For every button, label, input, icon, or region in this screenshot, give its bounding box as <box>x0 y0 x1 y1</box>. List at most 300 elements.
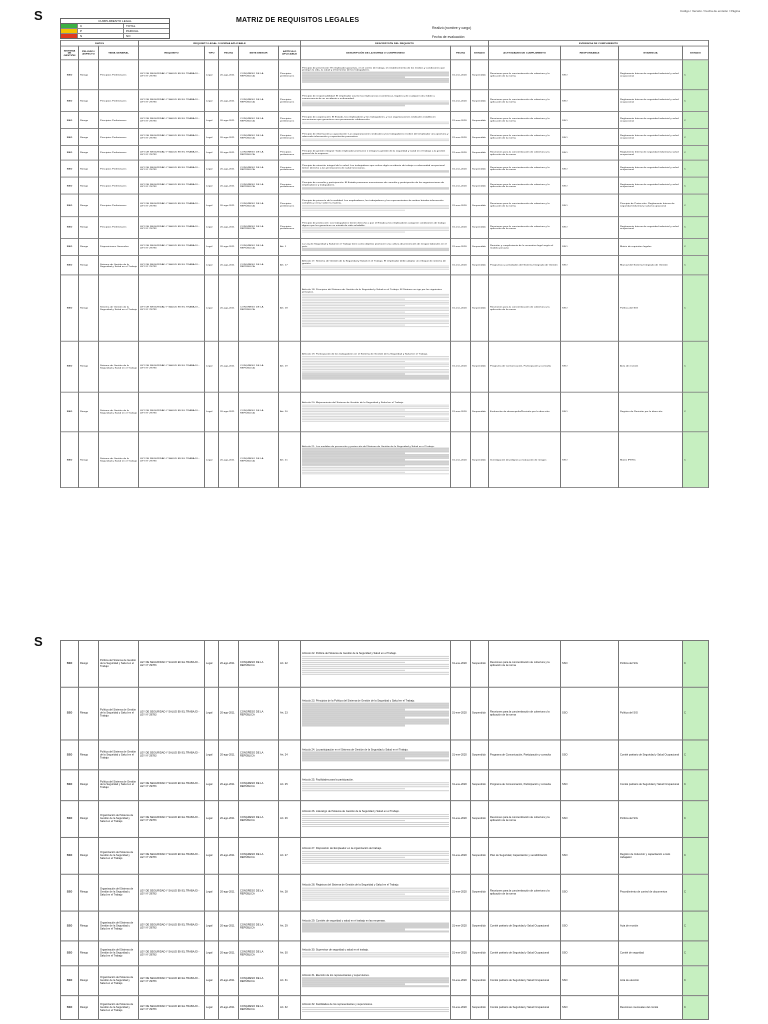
cell-activity: Reuniones para la concientización de cobertura y la aplicación de la norma <box>489 800 561 837</box>
column-header-row <box>61 46 709 60</box>
cell-issuer: CONGRESO DE LA REPÚBLICA <box>239 341 279 392</box>
cell-hazard: Riesgo <box>79 146 99 160</box>
text-line <box>302 250 449 251</box>
cell-resp: SSO <box>561 874 619 911</box>
cell-issuer: CONGRESO DE LA REPÚBLICA <box>239 640 279 686</box>
table-row <box>61 996 709 1020</box>
cell-date: 20-ago-2011 <box>219 239 239 256</box>
cell-status: Suspendido <box>471 129 489 146</box>
legend-swatch <box>61 24 77 28</box>
cell-theme: Política del Sistema de Gestión de la Seguridad y Salud en el Trabajo <box>99 770 139 800</box>
section-header: DESCRIPCIÓN DEL REQUISITO <box>301 40 489 46</box>
cell-desc <box>301 255 451 275</box>
cell-art: Art. 18 <box>279 275 301 341</box>
cell-fdate: 31-ene-2020 <box>451 112 471 129</box>
cell-art: Principios preliminares <box>279 60 301 90</box>
cell-resp: SSO <box>561 800 619 837</box>
cell-status: Suspendido <box>471 911 489 941</box>
table-row <box>61 146 709 160</box>
cell-state: C <box>683 965 709 995</box>
text-line <box>302 269 449 270</box>
cell-desc <box>301 239 451 256</box>
cell-resp: SSO <box>561 770 619 800</box>
legend-label: NO <box>123 34 169 38</box>
cell-art: Principios preliminares <box>279 146 301 160</box>
cell-state: C <box>683 392 709 432</box>
cell-activity: Evaluación de desempeño/Revisión por la dirección <box>489 392 561 432</box>
cell-evid: Comité paritario de Seguridad y Salud Ocupacional <box>619 740 683 770</box>
cell-issuer: CONGRESO DE LA REPÚBLICA <box>239 965 279 995</box>
cell-state: C <box>683 90 709 112</box>
cell-state: C <box>683 341 709 392</box>
table-row <box>61 640 709 686</box>
legend-label: TOTAL <box>123 24 169 28</box>
cell-desc <box>301 770 451 800</box>
cell-type: Legal <box>205 160 219 177</box>
cell-status: Suspendido <box>471 687 489 740</box>
cell-art: Art. 28 <box>279 874 301 911</box>
cell-hazard: Riesgo <box>79 965 99 995</box>
cell-hazard: Riesgo <box>79 341 99 392</box>
column-header: FECHA <box>219 46 239 60</box>
cell-type: Legal <box>205 687 219 740</box>
cell-evid: Reglamento Interno de seguridad industrial y salud ocupacional <box>619 146 683 160</box>
cell-date: 20-ago-2011 <box>219 874 239 911</box>
cell-fdate: 31-ene-2020 <box>451 160 471 177</box>
cell-state: C <box>683 216 709 238</box>
table-row <box>61 941 709 965</box>
cell-type: Legal <box>205 837 219 874</box>
legend-title: CUMPLIMIENTO LEGAL <box>61 19 169 24</box>
cell-evid: Reglamento Interno de seguridad industrial y salud ocupacional <box>619 160 683 177</box>
cell-desc <box>301 146 451 160</box>
cell-issuer: CONGRESO DE LA REPÚBLICA <box>239 60 279 90</box>
cell-issuer: CONGRESO DE LA REPÚBLICA <box>239 874 279 911</box>
cell-fdate: 31-ene-2020 <box>451 740 471 770</box>
cell-art: Art. 22 <box>279 640 301 686</box>
cell-resp: SSO <box>561 941 619 965</box>
cell-theme: Sistema de Gestión de la Seguridad y Salud en el Trabajo <box>99 275 139 341</box>
cell-hazard: Riesgo <box>79 177 99 194</box>
company-logo: S <box>34 8 43 23</box>
cell-req: LEY DE SEGURIDAD Y SALUD EN EL TRABAJO - LEY N° 29783 <box>139 341 205 392</box>
cell-status: Suspendido <box>471 941 489 965</box>
cell-art: Art. 23 <box>279 687 301 740</box>
cell-state: C <box>683 800 709 837</box>
cell-theme: Disposiciones Generales <box>99 239 139 256</box>
cell-art: Art. 19 <box>279 341 301 392</box>
cell-art: Art. 30 <box>279 941 301 965</box>
cell-sys: SSO <box>61 941 79 965</box>
cell-activity: Reuniones para la concientización de cobertura y la aplicación de la norma <box>489 112 561 129</box>
cell-theme: Sistema de Gestión de la Seguridad y Salud en el Trabajo <box>99 255 139 275</box>
cell-sys: SSO <box>61 392 79 432</box>
cell-evid: Principio de Protección. Reglamento Interno de seguridad industrial y salud ocupacional <box>619 194 683 216</box>
cell-req: LEY DE SEGURIDAD Y SALUD EN EL TRABAJO - LEY N° 29783 <box>139 392 205 432</box>
cell-date: 20-ago-2011 <box>219 800 239 837</box>
table-row <box>61 255 709 275</box>
cell-activity: Reuniones para la concientización de cobertura y la aplicación de la norma <box>489 129 561 146</box>
cell-type: Legal <box>205 770 219 800</box>
cell-hazard: Riesgo <box>79 996 99 1020</box>
cell-activity: Programa de Comunicación, Participación y consulta <box>489 740 561 770</box>
cell-sys: SSO <box>61 996 79 1020</box>
cell-art: Principios preliminares <box>279 129 301 146</box>
cell-req: LEY DE SEGURIDAD Y SALUD EN EL TRABAJO - LEY N° 29783 <box>139 800 205 837</box>
text-line <box>302 232 405 233</box>
cell-theme: Principios Preliminares <box>99 177 139 194</box>
cell-hazard: Riesgo <box>79 874 99 911</box>
cell-hazard: Riesgo <box>79 640 99 686</box>
cell-art: Art. 20 <box>279 392 301 432</box>
text-line <box>302 790 449 791</box>
cell-sys: SSO <box>61 129 79 146</box>
cell-date: 20-ago-2011 <box>219 160 239 177</box>
cell-status: Suspendido <box>471 800 489 837</box>
cell-art: Art. 21 <box>279 432 301 488</box>
meta-fecha: Fecha de evaluación: <box>432 35 466 39</box>
cell-desc-text: Artículo 32. Facilidades de los representantes y supervisores. <box>302 1003 373 1007</box>
cell-desc-text: Artículo 18. Principios del Sistema de Gestión de la Seguridad y Salud en el Trabajo. El Sistema se rige por los siguientes principios. <box>302 288 442 294</box>
cell-resp: SSO <box>561 216 619 238</box>
cell-evid: Procedimiento de control de documentos <box>619 874 683 911</box>
cell-sys: SSO <box>61 770 79 800</box>
cell-desc-text: Artículo 25. Facilidades para la participación. <box>302 778 354 782</box>
table-row <box>61 194 709 216</box>
meta-realizo: Realizó:(nombre y cargo) <box>432 26 472 30</box>
cell-sys: SSO <box>61 965 79 995</box>
column-header: ENTE EMISOR <box>239 46 279 60</box>
cell-state: C <box>683 874 709 911</box>
cell-issuer: CONGRESO DE LA REPÚBLICA <box>239 837 279 874</box>
page-1 <box>0 0 768 510</box>
cell-theme: Política del Sistema de Gestión de la Seguridad y Salud en el Trabajo <box>99 687 139 740</box>
section-header: REQUISITO LEGAL O NORMA APLICABLE <box>139 40 301 46</box>
cell-art: Art. 26 <box>279 800 301 837</box>
legend-swatch <box>61 34 77 38</box>
text-line <box>302 81 449 82</box>
cell-req: LEY DE SEGURIDAD Y SALUD EN EL TRABAJO - LEY N° 29783 <box>139 996 205 1020</box>
cell-theme: Organización del Sistema de Gestión de la Seguridad y Salud en el Trabajo <box>99 911 139 941</box>
cell-date: 20-ago-2011 <box>219 146 239 160</box>
cell-desc <box>301 275 451 341</box>
legend-label: PARCIAL <box>123 29 169 33</box>
cell-state: C <box>683 911 709 941</box>
cell-fdate: 31-ene-2020 <box>451 60 471 90</box>
text-line <box>302 421 449 422</box>
cell-date: 20-ago-2011 <box>219 275 239 341</box>
cell-fdate: 31-ene-2020 <box>451 432 471 488</box>
table-row <box>61 965 709 995</box>
cell-issuer: CONGRESO DE LA REPÚBLICA <box>239 275 279 341</box>
table-row <box>61 432 709 488</box>
cell-fdate: 31-ene-2020 <box>451 770 471 800</box>
cell-date: 20-ago-2011 <box>219 837 239 874</box>
cell-theme: Principios Preliminares <box>99 146 139 160</box>
cell-req: LEY DE SEGURIDAD Y SALUD EN EL TRABAJO - LEY N° 29783 <box>139 432 205 488</box>
cell-theme: Principios Preliminares <box>99 60 139 90</box>
cell-status: Suspendido <box>471 60 489 90</box>
cell-evid: Política del SIG <box>619 640 683 686</box>
cell-theme: Principios Preliminares <box>99 194 139 216</box>
cell-issuer: CONGRESO DE LA REPÚBLICA <box>239 216 279 238</box>
cell-resp: SSO <box>561 911 619 941</box>
cell-fdate: 31-ene-2020 <box>451 941 471 965</box>
cell-date: 20-ago-2011 <box>219 177 239 194</box>
cell-issuer: CONGRESO DE LA REPÚBLICA <box>239 770 279 800</box>
cell-type: Legal <box>205 911 219 941</box>
cell-desc-text: Artículo 17. Sistema de Gestión de la Seguridad y Salud en el Trabajo. El empleador debe adoptar un enfoque de sistema de gestión. <box>302 260 446 266</box>
cell-type: Legal <box>205 90 219 112</box>
cell-fdate: 31-ene-2020 <box>451 194 471 216</box>
cell-evid: Reglamento Interno de seguridad industrial y salud ocupacional <box>619 216 683 238</box>
requirements-table <box>60 40 709 488</box>
cell-hazard: Riesgo <box>79 941 99 965</box>
cell-fdate: 31-ene-2020 <box>451 275 471 341</box>
table-row <box>61 239 709 256</box>
cell-desc <box>301 341 451 392</box>
cell-type: Legal <box>205 432 219 488</box>
table-row <box>61 837 709 874</box>
cell-activity: Programa de Comunicación, Participación y consulta <box>489 341 561 392</box>
cell-sys: SSO <box>61 687 79 740</box>
cell-activity: Comité paritario de Seguridad y Salud Ocupacional <box>489 941 561 965</box>
cell-fdate: 31-ene-2020 <box>451 911 471 941</box>
cell-status: Suspendido <box>471 194 489 216</box>
cell-date: 20-ago-2011 <box>219 740 239 770</box>
cell-sys: SSO <box>61 740 79 770</box>
cell-fdate: 31-ene-2020 <box>451 874 471 911</box>
cell-desc <box>301 392 451 432</box>
table-row <box>61 392 709 432</box>
cell-desc-text: Principio de información y capacitación: Las organizaciones sindicales y los trabajadores reciben del empleador una oportuna y adecuada información y capacitación preventiva. <box>302 133 449 138</box>
cell-status: Suspendido <box>471 770 489 800</box>
cell-resp: SSO <box>561 239 619 256</box>
cell-date: 20-ago-2011 <box>219 255 239 275</box>
cell-resp: SSO <box>561 740 619 770</box>
cell-activity: Plan de Seguridad, Capacitación y sensibilización <box>489 837 561 874</box>
table-row <box>61 275 709 341</box>
cell-hazard: Riesgo <box>79 112 99 129</box>
cell-art: Principios preliminares <box>279 177 301 194</box>
cell-date: 20-ago-2011 <box>219 341 239 392</box>
cell-state: C <box>683 60 709 90</box>
cell-desc <box>301 60 451 90</box>
cell-theme: Principios Preliminares <box>99 129 139 146</box>
column-header: TIPO <box>205 46 219 60</box>
cell-type: Legal <box>205 874 219 911</box>
cell-state: C <box>683 160 709 177</box>
cell-desc <box>301 740 451 770</box>
cell-evid: Manual del Sistema Integrado de Gestión <box>619 255 683 275</box>
cell-status: Suspendido <box>471 392 489 432</box>
cell-desc-text: La Ley de Seguridad y Salud en el Trabajo tiene como objetivo promover una cultura de prevención de riesgos laborales en el país. <box>302 242 447 248</box>
cell-resp: SSO <box>561 392 619 432</box>
cell-desc <box>301 160 451 177</box>
cell-type: Legal <box>205 60 219 90</box>
cell-resp: SSO <box>561 255 619 275</box>
page-title: MATRIZ DE REQUISITOS LEGALES <box>236 17 360 24</box>
cell-type: Legal <box>205 341 219 392</box>
text-line <box>302 473 449 474</box>
table-row <box>61 112 709 129</box>
column-header: FECHA <box>451 46 471 60</box>
cell-status: Suspendido <box>471 874 489 911</box>
cell-date: 20-ago-2011 <box>219 941 239 965</box>
cell-state: C <box>683 194 709 216</box>
cell-sys: SSO <box>61 112 79 129</box>
cell-activity: Programas y actividades del Sistema Integrado de Gestión <box>489 255 561 275</box>
cell-activity: Comité paritario de Seguridad y Salud Ocupacional <box>489 996 561 1020</box>
cell-activity: Reuniones para la concientización de cobertura y la aplicación de la norma <box>489 60 561 90</box>
cell-desc <box>301 996 451 1020</box>
cell-sys: SSO <box>61 194 79 216</box>
cell-issuer: CONGRESO DE LA REPÚBLICA <box>239 90 279 112</box>
cell-hazard: Riesgo <box>79 911 99 941</box>
text-line <box>302 931 449 932</box>
cell-desc <box>301 90 451 112</box>
cell-state: C <box>683 275 709 341</box>
cell-hazard: Riesgo <box>79 837 99 874</box>
cell-evid: Comité paritario de Seguridad y Salud Ocupacional <box>619 770 683 800</box>
cell-type: Legal <box>205 392 219 432</box>
cell-state: C <box>683 146 709 160</box>
cell-activity: Reuniones para la concientización de cobertura y la aplicación de la norma <box>489 194 561 216</box>
cell-desc-text: Artículo 27. Disposición del Empleador en la organización del trabajo. <box>302 846 382 850</box>
cell-status: Suspendido <box>471 255 489 275</box>
cell-hazard: Riesgo <box>79 687 99 740</box>
cell-sys: SSO <box>61 160 79 177</box>
cell-req: LEY DE SEGURIDAD Y SALUD EN EL TRABAJO - LEY N° 29783 <box>139 239 205 256</box>
cell-desc <box>301 177 451 194</box>
cell-resp: SSO <box>561 60 619 90</box>
cell-resp: SSO <box>561 996 619 1020</box>
cell-hazard: Riesgo <box>79 432 99 488</box>
cell-theme: Sistema de Gestión de la Seguridad y Salud en el Trabajo <box>99 341 139 392</box>
cell-req: LEY DE SEGURIDAD Y SALUD EN EL TRABAJO - LEY N° 29783 <box>139 770 205 800</box>
cell-hazard: Riesgo <box>79 275 99 341</box>
column-header: RESPONSABLE <box>561 46 619 60</box>
cell-resp: SSO <box>561 194 619 216</box>
cell-art: Principios preliminares <box>279 216 301 238</box>
cell-desc-text: Principio de cooperación: El Estado, los empleadores y los trabajadores, y sus organizaciones sindicales establecen mecanismos que garanticen una permanente colaboración. <box>302 116 436 121</box>
cell-art: Art. 24 <box>279 740 301 770</box>
cell-status: Suspendido <box>471 965 489 995</box>
cell-status: Suspendido <box>471 275 489 341</box>
text-line <box>302 171 449 172</box>
cell-req: LEY DE SEGURIDAD Y SALUD EN EL TRABAJO - LEY N° 29783 <box>139 965 205 995</box>
cell-date: 20-ago-2011 <box>219 770 239 800</box>
cell-desc-text: Artículo 19. Participación de los trabajadores en el Sistema de Gestión de la Seguridad y Salud en el Trabajo. <box>302 353 428 356</box>
cell-sys: SSO <box>61 177 79 194</box>
cell-evid: Registro de Revisión por la dirección <box>619 392 683 432</box>
cell-issuer: CONGRESO DE LA REPÚBLICA <box>239 112 279 129</box>
cell-fdate: 31-ene-2020 <box>451 239 471 256</box>
cell-fdate: 31-ene-2020 <box>451 965 471 995</box>
cell-status: Suspendido <box>471 146 489 160</box>
cell-issuer: CONGRESO DE LA REPÚBLICA <box>239 194 279 216</box>
cell-desc-text: Principio de protección: Los trabajadores tienen derecho a que el Estado y los empleadores aseguren condiciones de trabajo dignas que les garanticen un estado de vida saludable. <box>302 221 446 227</box>
cell-fdate: 31-ene-2020 <box>451 996 471 1020</box>
cell-date: 20-ago-2011 <box>219 996 239 1020</box>
cell-resp: SSO <box>561 177 619 194</box>
cell-theme: Principios Preliminares <box>99 216 139 238</box>
cell-req: LEY DE SEGURIDAD Y SALUD EN EL TRABAJO - LEY N° 29783 <box>139 874 205 911</box>
cell-type: Legal <box>205 146 219 160</box>
cell-type: Legal <box>205 216 219 238</box>
column-header: ESTADO <box>471 46 489 60</box>
cell-fdate: 31-ene-2020 <box>451 177 471 194</box>
cell-desc <box>301 112 451 129</box>
cell-activity: Comité paritario de Seguridad y Salud Ocupacional <box>489 911 561 941</box>
cell-theme: Organización del Sistema de Gestión de la Seguridad y Salud en el Trabajo <box>99 874 139 911</box>
cell-desc <box>301 432 451 488</box>
cell-desc-text: Principio de prevención: El empleador garantiza, en el centro de trabajo, el establecimiento de los medios y condiciones que protejan la vida, la salud y el bienestar de los trabajadores. <box>302 66 445 72</box>
legend-swatch <box>61 29 77 33</box>
cell-desc-text: Artículo 22. Política del Sistema de Gestión de la Seguridad y Salud en el Trabajo. <box>302 652 397 655</box>
cell-art: Art. 27 <box>279 837 301 874</box>
cell-req: LEY DE SEGURIDAD Y SALUD EN EL TRABAJO - LEY N° 29783 <box>139 129 205 146</box>
cell-status: Suspendido <box>471 177 489 194</box>
cell-theme: Política del Sistema de Gestión de la Seguridad y Salud en el Trabajo <box>99 640 139 686</box>
table-row <box>61 60 709 90</box>
cell-resp: SSO <box>561 129 619 146</box>
cell-state: C <box>683 740 709 770</box>
cell-issuer: CONGRESO DE LA REPÚBLICA <box>239 996 279 1020</box>
cell-hazard: Riesgo <box>79 194 99 216</box>
column-header: EVIDENCIA <box>619 46 683 60</box>
cell-type: Legal <box>205 255 219 275</box>
cell-sys: SSO <box>61 874 79 911</box>
cell-fdate: 31-ene-2020 <box>451 90 471 112</box>
cell-art: Principios preliminares <box>279 90 301 112</box>
cell-desc-text: Artículo 21. Las medidas de prevención y protección del Sistema de Gestión de la Seguridad y Salud en el Trabajo. <box>302 444 435 448</box>
cell-type: Legal <box>205 129 219 146</box>
cell-desc <box>301 837 451 874</box>
cell-activity: Reuniones para la concientización de cobertura y la aplicación de la norma <box>489 160 561 177</box>
cell-evid: Reglamento Interno de seguridad industrial y salud ocupacional <box>619 129 683 146</box>
cell-desc-text: Artículo 29. Comités de seguridad y salud en el trabajo en las empresas. <box>302 919 386 923</box>
cell-art: Art. 1 <box>279 239 301 256</box>
table-row <box>61 341 709 392</box>
cell-issuer: CONGRESO DE LA REPÚBLICA <box>239 239 279 256</box>
cell-activity: Reuniones para la concientización de cobertura y la aplicación de la norma <box>489 90 561 112</box>
cell-art: Art. 29 <box>279 911 301 941</box>
text-line <box>302 862 449 863</box>
cell-fdate: 31-ene-2020 <box>451 146 471 160</box>
cell-issuer: CONGRESO DE LA REPÚBLICA <box>239 740 279 770</box>
cell-evid: Acta de reunión <box>619 911 683 941</box>
cell-issuer: CONGRESO DE LA REPÚBLICA <box>239 146 279 160</box>
cell-fdate: 31-ene-2020 <box>451 341 471 392</box>
cell-issuer: CONGRESO DE LA REPÚBLICA <box>239 177 279 194</box>
cell-desc-text: Principio de consulta y participación: El Estado promueve mecanismos de consulta y participación de las organizaciones de empleadores y trabajadores. <box>302 181 445 187</box>
text-line <box>302 188 449 189</box>
cell-state: C <box>683 941 709 965</box>
cell-state: C <box>683 112 709 129</box>
cell-evid: Registro de Inducción y capacitación a todo trabajador <box>619 837 683 874</box>
table-row <box>61 911 709 941</box>
cell-date: 20-ago-2011 <box>219 112 239 129</box>
cell-theme: Sistema de Gestión de la Seguridad y Salud en el Trabajo <box>99 392 139 432</box>
cell-date: 20-ago-2011 <box>219 194 239 216</box>
cell-status: Suspendido <box>471 837 489 874</box>
cell-sys: SSO <box>61 341 79 392</box>
section-header: EVIDENCIA DE CUMPLIMIENTO <box>489 40 709 46</box>
cell-activity: Reuniones para la concientización de cobertura y la aplicación de la norma <box>489 687 561 740</box>
cell-hazard: Riesgo <box>79 239 99 256</box>
table-row <box>61 129 709 146</box>
